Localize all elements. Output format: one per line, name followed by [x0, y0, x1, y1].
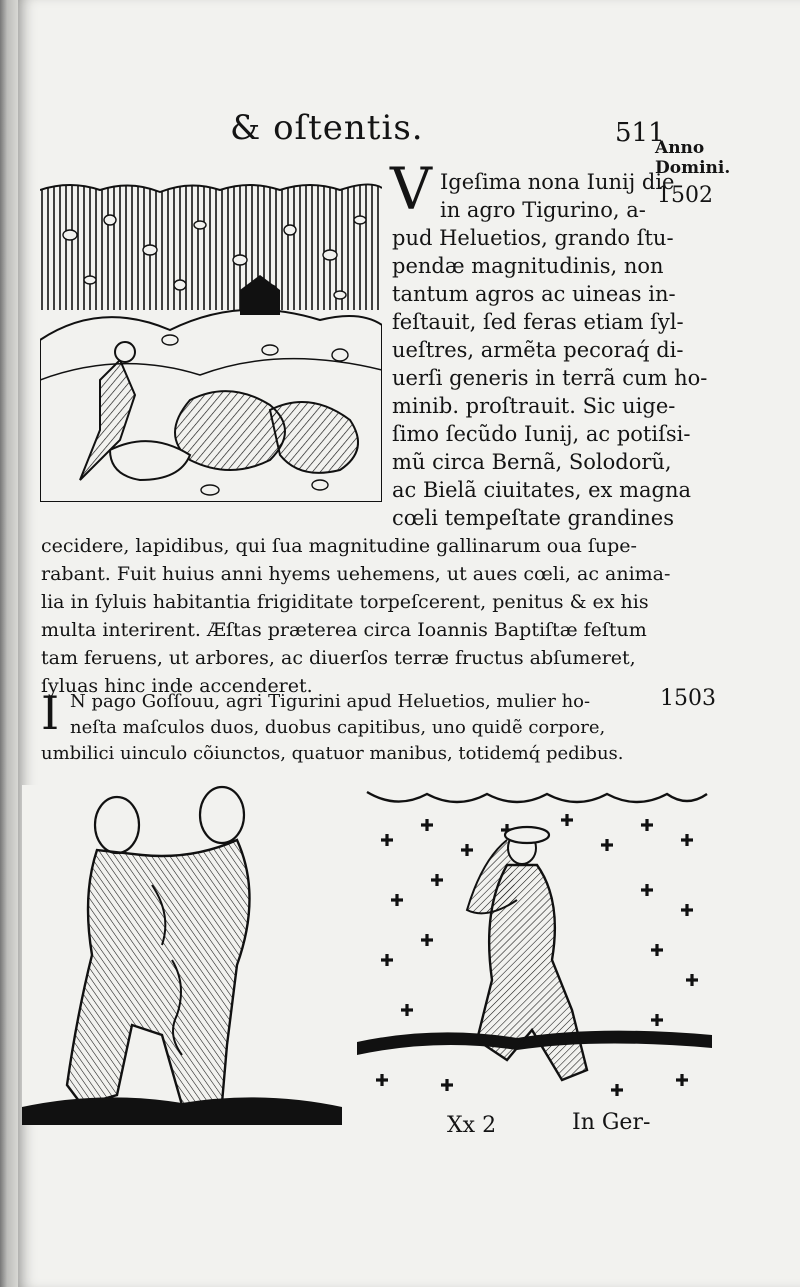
text-line: uerſi generis in terrã cum ho-: [392, 366, 708, 390]
text-line: cœli tempeſtate grandines: [392, 506, 674, 530]
initial-v: V: [390, 155, 432, 223]
conjoined-twins-woodcut: [22, 785, 342, 1125]
text-line: ſimo ſecũdo Iunij, ac potiſsi-: [392, 422, 691, 446]
text-line: ueſtres, armẽta pecoraq́ di-: [392, 338, 684, 362]
text-line: neſta maſculos duos, duobus capitibus, uno quidẽ corpore,: [70, 717, 606, 738]
year-1502: 1502: [657, 183, 713, 208]
text-line: umbilici uinculo cõiunctos, quatuor manibus, totidemq́ pedibus.: [41, 743, 624, 764]
text-line: lia in ſyluis habitantia frigiditate torpeſcerent, penitus & ex his: [41, 591, 649, 613]
text-line: tantum agros ac uineas in-: [392, 282, 676, 306]
text-line: feſtauit, ſed feras etiam ſyl-: [392, 310, 684, 334]
text-line: pendæ magnitudinis, non: [392, 254, 664, 278]
text-line: Igeſima nona Iunij die: [440, 170, 675, 194]
anno-domini-label: Anno Domini.: [655, 138, 731, 178]
text-line: minib. proſtrauit. Sic uige-: [392, 394, 676, 418]
text-line: ac Bielã ciuitates, ex magna: [392, 478, 691, 502]
text-line: ſyluas hinc inde accenderet.: [41, 675, 313, 697]
text-line: in agro Tigurino, a-: [440, 198, 646, 222]
text-line: mũ circa Bernã, Solodorũ,: [392, 450, 672, 474]
text-line: pud Heluetios, grando ſtu-: [392, 226, 674, 250]
catchword: In Ger-: [572, 1110, 651, 1135]
page-number: 511: [615, 118, 665, 148]
initial-i: I: [41, 686, 60, 740]
text-line: tam feruens, ut arbores, ac diuerſos terræ fructus abſumeret,: [41, 647, 636, 669]
signature-mark: Xx 2: [447, 1113, 497, 1138]
text-line: multa interirent. Æſtas præterea circa Ioannis Baptiſtæ feſtum: [41, 619, 647, 641]
hailstorm-woodcut: [40, 180, 382, 502]
text-line: rabant. Fuit huius anni hyems uehemens, ut aues cœli, ac anima-: [41, 563, 671, 585]
margin-year-1503: 1503: [660, 686, 716, 711]
text-line: cecidere, lapidibus, qui ſua magnitudine gallinarum oua ſupe-: [41, 535, 637, 557]
book-gutter: [0, 0, 18, 1287]
kneeling-pilgrim-woodcut: [357, 780, 712, 1110]
running-head: & oſtentis.: [230, 108, 424, 148]
text-line: N pago Goſſouu, agri Tigurini apud Heluetios, mulier ho-: [70, 691, 591, 712]
